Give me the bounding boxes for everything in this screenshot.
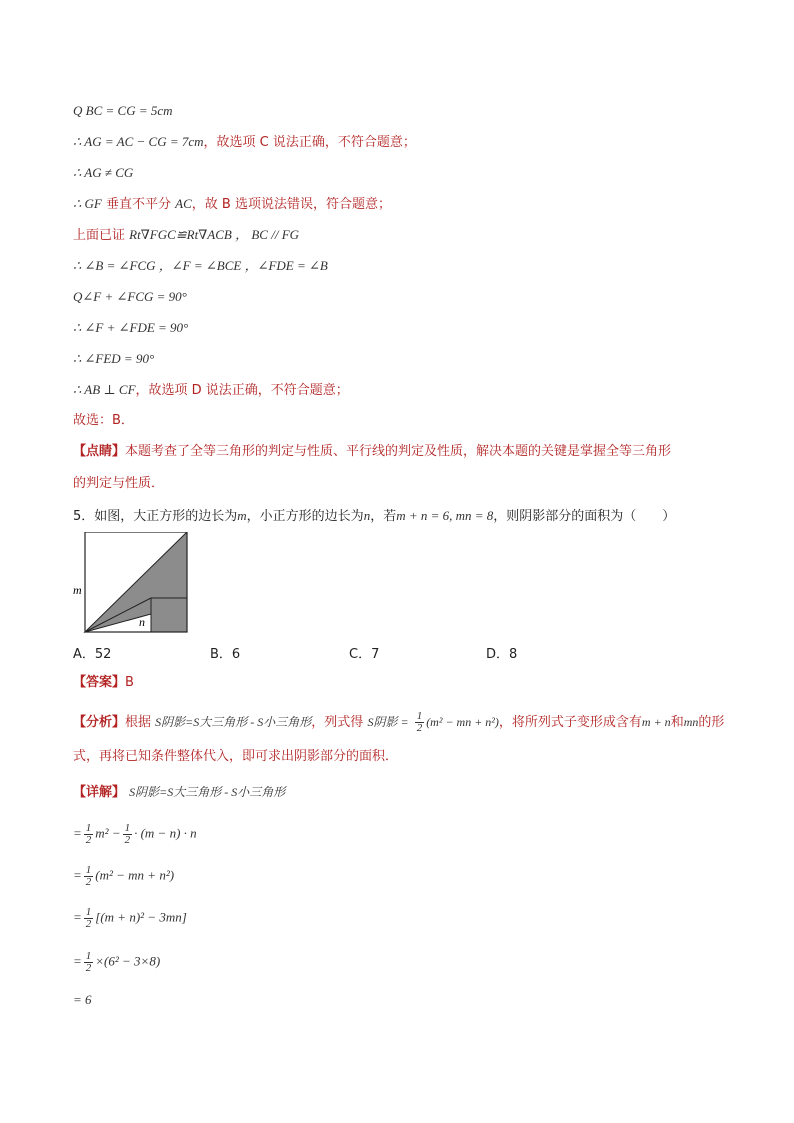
analysis-tag: 【分析】 xyxy=(73,715,126,730)
step-ag-neq-cg: ∴ AG ≠ CG xyxy=(73,165,134,180)
answer xyxy=(73,674,134,692)
option-a: A．52 xyxy=(73,647,112,662)
formula: ∴ GF xyxy=(73,196,102,211)
fraction-half: $\frac{1}{2}$ xyxy=(85,950,92,974)
option-c: C．7 xyxy=(349,647,380,662)
fraction-half: $\frac{1}{2}$ xyxy=(85,864,92,888)
option-d: D．8 xyxy=(486,647,518,662)
analysis-text: ，将所列式子变形成含有 xyxy=(498,715,642,730)
key-point-tag: 【点睛】 xyxy=(73,444,126,459)
analysis-text: 根据 xyxy=(125,715,152,730)
detail-tag: 【详解】 xyxy=(73,785,126,800)
expr: ×(6² − 3×8) xyxy=(95,953,161,969)
label-m: m xyxy=(73,583,82,597)
var-m: m xyxy=(237,508,247,523)
formula: ∴ AG = AC − CG = 7cm xyxy=(73,134,204,149)
analysis xyxy=(73,711,724,734)
step-angle-sum-2: ∴ ∠F + ∠FDE = 90° xyxy=(73,320,189,335)
step-fed: ∴ ∠FED = 90° xyxy=(73,351,155,366)
comment: ，故选项 D 说法正确，不符合题意； xyxy=(135,383,349,398)
answer-tag: 【答案】 xyxy=(73,675,126,690)
formula: (m² − mn + n²) xyxy=(426,715,499,729)
comment: 上面已证 xyxy=(73,228,126,243)
key-point xyxy=(73,443,671,461)
solution-step-3: = $\frac{1}{2}$ [(m + n)² − 3mn] xyxy=(73,906,187,930)
step-bc-cg: Q BC = CG = 5cm xyxy=(73,103,173,118)
expr: m² − xyxy=(95,825,121,841)
expr: (m² − mn + n²) xyxy=(95,867,175,883)
formula: Rt∇FGC≌Rt∇ACB ， BC // FG xyxy=(129,227,300,242)
question-5 xyxy=(73,507,675,526)
fraction-half: $\frac{1}{2}$ xyxy=(85,822,92,846)
formula: m + n xyxy=(641,715,671,729)
q-text: ，则阴影部分的面积为（ ） xyxy=(493,509,676,524)
var-n: n xyxy=(363,508,371,523)
step-angle-sum: Q∠F + ∠FCG = 90° xyxy=(73,289,187,304)
q-text: ，若 xyxy=(370,509,397,524)
comment: ，故 B 选项说法错误，符合题意； xyxy=(191,197,391,212)
step-gf-conclusion xyxy=(73,195,391,214)
comment: ，故选项 C 说法正确，不符合题意； xyxy=(203,135,416,150)
step-ag-value xyxy=(73,133,416,152)
formula: mn xyxy=(683,715,699,729)
key-point-text: 本题考查了全等三角形的判定与性质、平行线的判定及性质，解决本题的关键是掌握全等三角形 xyxy=(125,444,672,459)
solution-step-2: = $\frac{1}{2}$ (m² − mn + n²) xyxy=(73,864,175,888)
fraction-half: $\frac{1}{2}$ xyxy=(416,710,423,734)
q-text: ，小正方形的边长为 xyxy=(246,509,364,524)
expr: [(m + n)² − 3mn] xyxy=(95,909,187,925)
formula: ∴ AB ⊥ CF xyxy=(73,382,136,397)
analysis-text: ，列式得 xyxy=(311,715,364,730)
analysis-cont: 式，再将已知条件整体代入，即可求出阴影部分的面积． xyxy=(73,749,399,764)
formula: AC xyxy=(175,196,192,211)
expr: · (m − n) · n xyxy=(134,825,197,841)
analysis-text: 的形 xyxy=(698,715,725,730)
detail xyxy=(73,783,285,802)
comment: 垂直不平分 xyxy=(106,197,172,212)
solution-step-4: = $\frac{1}{2}$ ×(6² − 3×8) xyxy=(73,950,161,974)
step-perpendicular xyxy=(73,381,349,400)
formula: S阴影 = xyxy=(367,715,409,729)
analysis-text: 和 xyxy=(670,715,684,730)
step-congruence xyxy=(73,226,299,245)
q-text: 5．如图，大正方形的边长为 xyxy=(73,509,238,524)
condition: m + n = 6, mn = 8 xyxy=(396,508,494,523)
formula: S阴影=S大三角形 - S小三角形 xyxy=(155,715,312,729)
squares-figure xyxy=(73,532,193,636)
option-b: B．6 xyxy=(210,647,241,662)
fraction-half: $\frac{1}{2}$ xyxy=(124,822,131,846)
solution-step-1: = $\frac{1}{2}$ m² − $\frac{1}{2}$ · (m − n) · n xyxy=(73,822,197,846)
formula: S阴影=S大三角形 - S小三角形 xyxy=(129,785,286,799)
step-angles: ∴ ∠B = ∠FCG ，∠F = ∠BCE ，∠FDE = ∠B xyxy=(73,258,328,273)
key-point-cont: 的判定与性质． xyxy=(73,476,165,491)
answer-value: B xyxy=(125,675,134,690)
solution-step-5: = 6 xyxy=(73,992,92,1007)
choice-result: 故选：B． xyxy=(73,413,134,428)
label-n: n xyxy=(139,615,145,629)
fraction-half: $\frac{1}{2}$ xyxy=(85,906,92,930)
